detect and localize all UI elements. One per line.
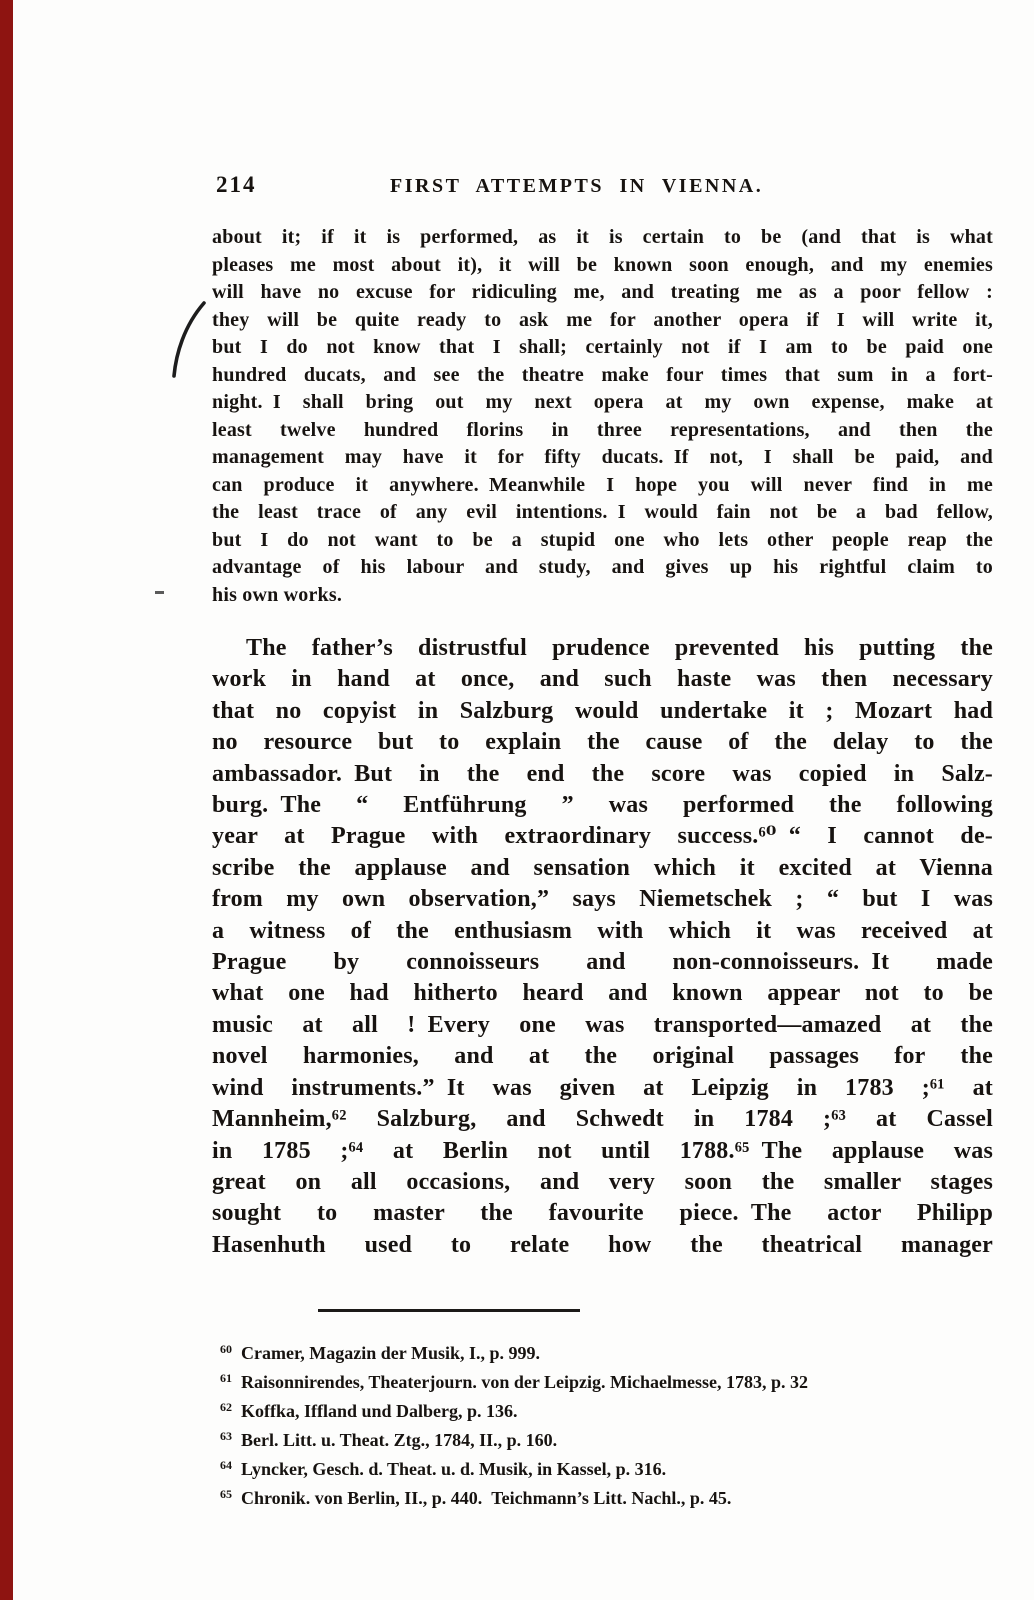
footnote	[220, 1424, 992, 1453]
footnote-marker: 61	[220, 1371, 232, 1385]
body-line: novel harmonies, and at the original passages for the	[212, 1043, 993, 1070]
body-line: The father’s distrustful prudence prevented his putting the	[246, 635, 993, 661]
body-line: a witness of the enthusiasm with which it was received at	[212, 917, 993, 944]
footnote-text: Raisonnirendes, Theaterjourn. von der Leipzig. Michaelmesse, 1783, p. 32	[241, 1372, 808, 1392]
body-line: that no copyist in Salzburg would undertake it ; Mozart had	[212, 697, 993, 724]
quote-line: but I do not want to be a stupid one who lets other people reap the	[212, 528, 993, 551]
quote-line: night. I shall bring out my next opera at my own expense, make at	[212, 391, 993, 413]
footnote	[220, 1366, 992, 1395]
footnote	[220, 1482, 992, 1511]
quote-line: the least trace of any evil intentions. I would fain not be a bad fellow,	[212, 501, 993, 523]
footnote-marker: 63	[220, 1429, 232, 1443]
body-line: what one had hitherto heard and known appear not to be	[212, 980, 993, 1007]
quote-line: hundred ducats, and see the theatre make four times that sum in a fort-	[212, 363, 993, 386]
body-line: Mannheim,⁶² Salzburg, and Schwedt in 1784 ;⁶³ at Cassel	[212, 1106, 993, 1133]
quote-line: pleases me most about it), it will be known soon enough, and my enemies	[212, 253, 993, 276]
body-line: in 1785 ;⁶⁴ at Berlin not until 1788.⁶⁵ The applause was	[212, 1137, 993, 1164]
quote-line: but I do not know that I shall; certainly not if I am to be paid one	[212, 336, 993, 358]
footnote-text: Cramer, Magazin der Musik, I., p. 999.	[241, 1343, 540, 1363]
running-header: FIRST ATTEMPTS IN VIENNA.	[390, 175, 764, 197]
quote-line: least twelve hundred florins in three representations, and then the	[212, 418, 993, 441]
body-line: scribe the applause and sensation which it excited at Vienna	[212, 854, 993, 881]
page-number: 214	[216, 172, 257, 197]
block-quote	[212, 224, 993, 609]
footnote-marker: 60	[220, 1342, 232, 1356]
footnotes	[220, 1337, 992, 1511]
quote-line: they will be quite ready to ask me for another opera if I will write it,	[212, 308, 993, 331]
quote-line: about it; if it is performed, as it is certain to be (and that is what	[212, 226, 993, 248]
body-line: music at all ! Every one was transported—amazed at the	[212, 1011, 993, 1038]
footnote	[220, 1337, 992, 1366]
quote-line: will have no excuse for ridiculing me, and treating me as a poor fellow :	[212, 281, 993, 303]
quote-line: advantage of his labour and study, and gives up his rightful claim to	[212, 556, 993, 578]
body-line: work in hand at once, and such haste was then necessary	[212, 666, 993, 693]
footnote-marker: 62	[220, 1400, 232, 1414]
handwritten-slash-mark	[166, 300, 210, 380]
quote-line: management may have it for fifty ducats. If not, I shall be paid, and	[212, 446, 993, 468]
body-line: Hasenhuth used to relate how the theatrical manager	[212, 1231, 993, 1258]
handwritten-dash-mark	[155, 591, 164, 594]
body-line: burg. The “ Entführung ” was performed the following	[212, 792, 993, 819]
footnote-text: Berl. Litt. u. Theat. Ztg., 1784, II., p. 160.	[241, 1430, 558, 1450]
body-line: great on all occasions, and very soon the smaller stages	[212, 1168, 993, 1195]
footnote-text: Lyncker, Gesch. d. Theat. u. d. Musik, in Kassel, p. 316.	[241, 1459, 667, 1479]
footnote	[220, 1453, 992, 1482]
body-line: ambassador. But in the end the score was copied in Salz-	[212, 760, 993, 787]
footnote-marker: 65	[220, 1487, 232, 1501]
body-line: year at Prague with extraordinary success.⁶⁰ “ I cannot de-	[212, 823, 993, 850]
quote-line: can produce it anywhere. Meanwhile I hope you will never find in me	[212, 473, 993, 496]
body-line: wind instruments.” It was given at Leipzig in 1783 ;⁶¹ at	[212, 1074, 993, 1101]
body-line: no resource but to explain the cause of the delay to the	[212, 729, 993, 756]
footnote-text: Koffka, Iffland und Dalberg, p. 136.	[241, 1401, 518, 1421]
footnote	[220, 1395, 992, 1424]
body-line: from my own observation,” says Niemetschek ; “ but I was	[212, 886, 993, 913]
body-line: Prague by connoisseurs and non-connoisseurs. It made	[212, 949, 993, 976]
footnote-separator-rule	[318, 1309, 580, 1312]
footnote-text: Chronik. von Berlin, II., p. 440. Teichmann’s Litt. Nachl., p. 45.	[241, 1488, 732, 1508]
body-paragraph	[212, 633, 993, 1261]
body-line: sought to master the favourite piece. The actor Philipp	[212, 1200, 993, 1227]
book-binding-red-strip	[0, 0, 13, 1600]
footnote-marker: 64	[220, 1458, 232, 1472]
quote-line: his own works.	[212, 583, 343, 606]
